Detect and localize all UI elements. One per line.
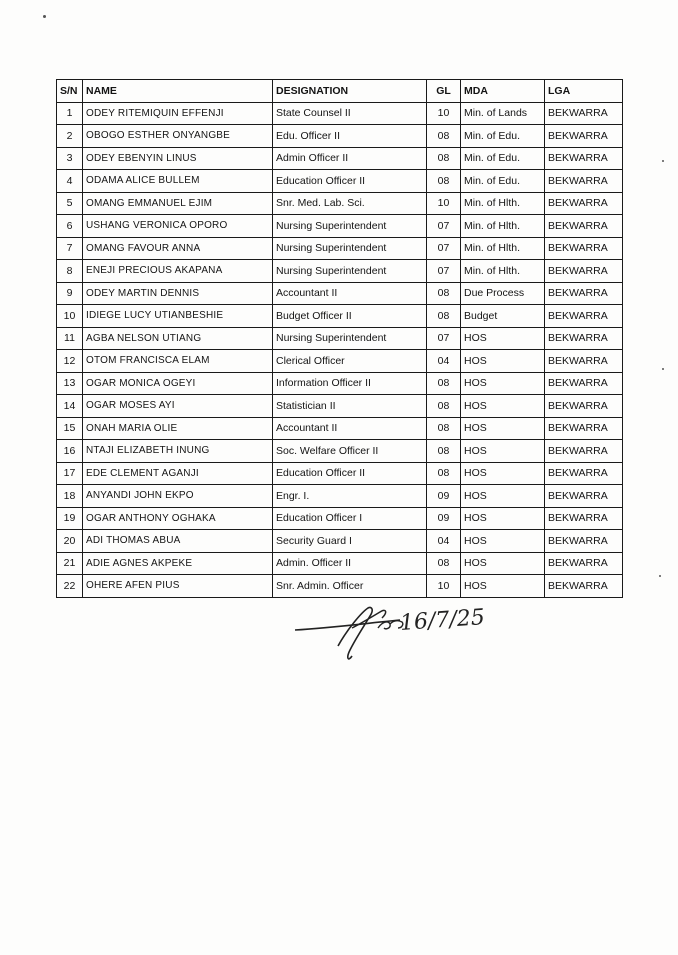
cell-designation: Admin. Officer II [273,552,427,575]
cell-lga: BEKWARRA [545,440,623,463]
cell-sn: 18 [57,485,83,508]
table-row [57,215,623,238]
cell-gl: 09 [427,507,461,530]
cell-mda: HOS [461,462,545,485]
table-row [57,170,623,193]
cell-gl: 08 [427,462,461,485]
cell-sn: 3 [57,147,83,170]
cell-mda: HOS [461,372,545,395]
cell-lga: BEKWARRA [545,237,623,260]
cell-designation: Soc. Welfare Officer II [273,440,427,463]
cell-designation: Education Officer II [273,462,427,485]
cell-name: ENEJI PRECIOUS AKAPANA [83,260,273,283]
table-row [57,305,623,328]
cell-designation: Clerical Officer [273,350,427,373]
table-row [57,440,623,463]
cell-mda: Budget [461,305,545,328]
scan-speck [662,160,664,162]
cell-sn: 19 [57,507,83,530]
cell-gl: 07 [427,237,461,260]
cell-designation: Statistician II [273,395,427,418]
table-row [57,462,623,485]
cell-designation: Information Officer II [273,372,427,395]
cell-sn: 9 [57,282,83,305]
cell-name: IDIEGE LUCY UTIANBESHIE [83,305,273,328]
cell-gl: 07 [427,327,461,350]
cell-lga: BEKWARRA [545,170,623,193]
scan-speck [43,15,46,18]
cell-lga: BEKWARRA [545,350,623,373]
table-row [57,260,623,283]
cell-lga: BEKWARRA [545,125,623,148]
cell-mda: HOS [461,575,545,598]
cell-gl: 10 [427,192,461,215]
table-body [57,102,623,597]
cell-mda: Min. of Hlth. [461,237,545,260]
cell-lga: BEKWARRA [545,215,623,238]
cell-lga: BEKWARRA [545,552,623,575]
cell-gl: 08 [427,395,461,418]
header-sn: S/N [57,80,83,103]
cell-lga: BEKWARRA [545,147,623,170]
cell-sn: 4 [57,170,83,193]
cell-mda: Min. of Hlth. [461,192,545,215]
cell-name: OGAR ANTHONY OGHAKA [83,507,273,530]
cell-mda: HOS [461,350,545,373]
table-header-row [57,80,623,103]
cell-lga: BEKWARRA [545,462,623,485]
cell-designation: Engr. I. [273,485,427,508]
cell-gl: 08 [427,125,461,148]
cell-sn: 5 [57,192,83,215]
cell-designation: Security Guard I [273,530,427,553]
cell-sn: 12 [57,350,83,373]
cell-lga: BEKWARRA [545,102,623,125]
cell-sn: 1 [57,102,83,125]
scan-speck [659,575,661,577]
cell-gl: 10 [427,575,461,598]
cell-lga: BEKWARRA [545,372,623,395]
cell-name: OHERE AFEN PIUS [83,575,273,598]
cell-designation: State Counsel II [273,102,427,125]
cell-mda: HOS [461,440,545,463]
cell-name: ONAH MARIA OLIE [83,417,273,440]
cell-sn: 2 [57,125,83,148]
cell-mda: Min. of Edu. [461,147,545,170]
cell-gl: 08 [427,417,461,440]
cell-lga: BEKWARRA [545,575,623,598]
cell-name: OMANG EMMANUEL EJIM [83,192,273,215]
table-row [57,530,623,553]
cell-sn: 11 [57,327,83,350]
cell-mda: Min. of Hlth. [461,260,545,283]
table-row [57,552,623,575]
cell-sn: 7 [57,237,83,260]
cell-gl: 08 [427,372,461,395]
table-row [57,507,623,530]
cell-mda: HOS [461,417,545,440]
cell-designation: Nursing Superintendent [273,237,427,260]
cell-designation: Nursing Superintendent [273,327,427,350]
cell-gl: 08 [427,552,461,575]
cell-designation: Admin Officer II [273,147,427,170]
cell-designation: Budget Officer II [273,305,427,328]
cell-designation: Education Officer I [273,507,427,530]
cell-name: ADIE AGNES AKPEKE [83,552,273,575]
cell-designation: Education Officer II [273,170,427,193]
table-row [57,125,623,148]
cell-mda: HOS [461,507,545,530]
cell-designation: Accountant II [273,417,427,440]
table-row [57,237,623,260]
cell-lga: BEKWARRA [545,485,623,508]
cell-lga: BEKWARRA [545,507,623,530]
staff-table [56,79,623,598]
cell-name: ODEY MARTIN DENNIS [83,282,273,305]
cell-name: OBOGO ESTHER ONYANGBE [83,125,273,148]
cell-mda: Min. of Lands [461,102,545,125]
cell-gl: 08 [427,440,461,463]
cell-name: ANYANDI JOHN EKPO [83,485,273,508]
cell-sn: 15 [57,417,83,440]
cell-lga: BEKWARRA [545,260,623,283]
cell-mda: Min. of Edu. [461,170,545,193]
cell-gl: 07 [427,260,461,283]
cell-gl: 07 [427,215,461,238]
cell-gl: 10 [427,102,461,125]
cell-name: ODAMA ALICE BULLEM [83,170,273,193]
cell-mda: Min. of Edu. [461,125,545,148]
table-row [57,417,623,440]
cell-name: NTAJI ELIZABETH INUNG [83,440,273,463]
cell-gl: 08 [427,305,461,328]
cell-designation: Nursing Superintendent [273,260,427,283]
cell-sn: 16 [57,440,83,463]
table-row [57,395,623,418]
cell-name: OGAR MOSES AYI [83,395,273,418]
cell-sn: 20 [57,530,83,553]
cell-sn: 17 [57,462,83,485]
cell-name: EDE CLEMENT AGANJI [83,462,273,485]
header-designation: DESIGNATION [273,80,427,103]
table-row [57,350,623,373]
cell-gl: 04 [427,350,461,373]
cell-sn: 22 [57,575,83,598]
cell-designation: Accountant II [273,282,427,305]
cell-mda: HOS [461,395,545,418]
signature-date: 16/7/25 [399,605,486,636]
cell-lga: BEKWARRA [545,282,623,305]
scan-speck [662,368,664,370]
table-row [57,147,623,170]
cell-sn: 21 [57,552,83,575]
cell-mda: HOS [461,485,545,508]
cell-sn: 13 [57,372,83,395]
cell-lga: BEKWARRA [545,192,623,215]
header-name: NAME [83,80,273,103]
cell-gl: 08 [427,147,461,170]
cell-gl: 08 [427,282,461,305]
cell-mda: HOS [461,552,545,575]
cell-designation: Snr. Admin. Officer [273,575,427,598]
cell-sn: 10 [57,305,83,328]
cell-lga: BEKWARRA [545,327,623,350]
cell-mda: HOS [461,530,545,553]
cell-designation: Edu. Officer II [273,125,427,148]
cell-lga: BEKWARRA [545,305,623,328]
table-row [57,282,623,305]
cell-sn: 8 [57,260,83,283]
table-row [57,485,623,508]
cell-sn: 6 [57,215,83,238]
cell-name: USHANG VERONICA OPORO [83,215,273,238]
header-mda: MDA [461,80,545,103]
cell-gl: 09 [427,485,461,508]
table-row [57,327,623,350]
header-gl: GL [427,80,461,103]
table-row [57,372,623,395]
cell-name: ODEY RITEMIQUIN EFFENJI [83,102,273,125]
table-row [57,575,623,598]
cell-lga: BEKWARRA [545,395,623,418]
cell-gl: 04 [427,530,461,553]
cell-name: OGAR MONICA OGEYI [83,372,273,395]
cell-designation: Nursing Superintendent [273,215,427,238]
cell-designation: Snr. Med. Lab. Sci. [273,192,427,215]
cell-name: OTOM FRANCISCA ELAM [83,350,273,373]
table-row [57,192,623,215]
cell-lga: BEKWARRA [545,530,623,553]
cell-mda: Min. of Hlth. [461,215,545,238]
cell-name: ADI THOMAS ABUA [83,530,273,553]
cell-mda: Due Process [461,282,545,305]
cell-name: OMANG FAVOUR ANNA [83,237,273,260]
cell-lga: BEKWARRA [545,417,623,440]
header-lga: LGA [545,80,623,103]
cell-name: ODEY EBENYIN LINUS [83,147,273,170]
cell-mda: HOS [461,327,545,350]
cell-sn: 14 [57,395,83,418]
cell-gl: 08 [427,170,461,193]
table-row [57,102,623,125]
cell-name: AGBA NELSON UTIANG [83,327,273,350]
